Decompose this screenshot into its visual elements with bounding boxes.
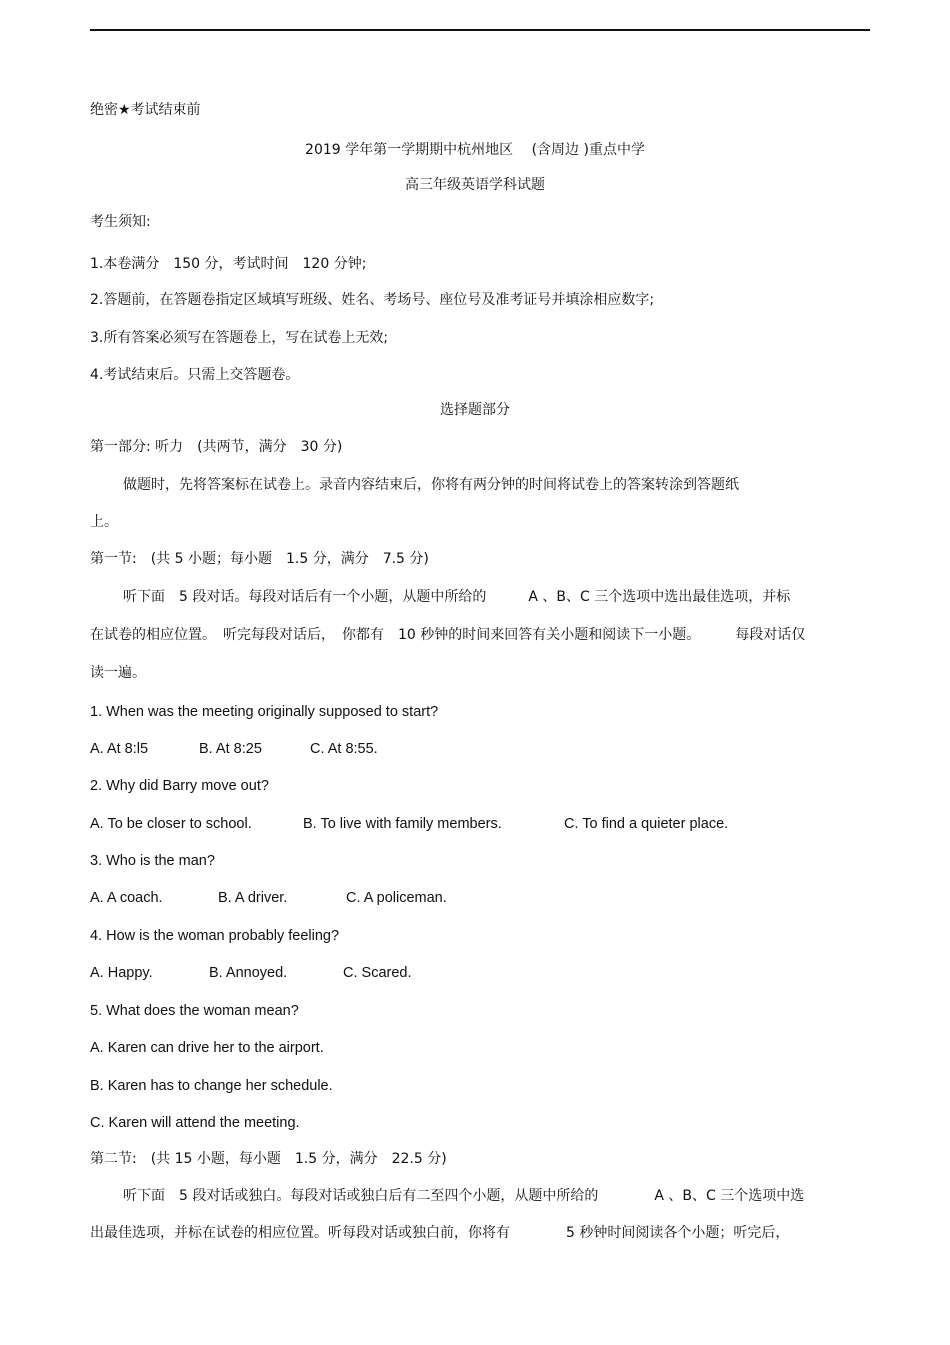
option-c: C. At 8:55. [310,741,378,757]
option-c: C. A policeman. [346,890,447,906]
section1-heading: 第一节: (共 5 小题；每小题 1.5 分，满分 7.5 分) [90,551,429,567]
top-rule [90,29,870,31]
option-b: B. At 8:25 [199,741,262,757]
option-b: B. A driver. [218,890,288,906]
notice-item: 2.答题前，在答题卷指定区域填写班级、姓名、考场号、座位号及准考证号并填涂相应数字; [90,292,655,308]
section1-instruction: 在试卷的相应位置。 听完每段对话后， 你都有 10 秒钟的时间来回答有关小题和阅读下一小题。 每段对话仅 [90,627,806,643]
section1-instruction: 读一遍。 [90,665,146,681]
section2-instruction: 出最佳选项，并标在试卷的相应位置。听每段对话或独白前，你将有 5 秒钟时间阅读各个小题；听完后， [90,1225,790,1241]
part1-instruction: 做题时，先将答案标在试卷上。录音内容结束后，你将有两分钟的时间将试卷上的答案转涂到答题纸 [123,477,739,493]
exam-subtitle: 高三年级英语学科试题 [405,177,545,193]
exam-title: 2019 学年第一学期期中杭州地区 (含周边 )重点中学 [305,142,645,158]
notice-item: 1.本卷满分 150 分，考试时间 120 分钟; [90,256,367,272]
question-text: 2. Why did Barry move out? [90,778,269,794]
question-text: 1. When was the meeting originally supposed to start? [90,704,439,720]
question-text: 4. How is the woman probably feeling? [90,928,340,944]
section1-instruction: 听下面 5 段对话。每段对话后有一个小题，从题中所给的 A 、B、C 三个选项中选出最佳选项，并标 [123,589,791,605]
section2-instruction: 听下面 5 段对话或独白。每段对话或独白后有二至四个小题，从题中所给的 A 、B、C 三个选项中选 [123,1188,805,1204]
question-text: 5. What does the woman mean? [90,1003,299,1019]
option-a: A. To be closer to school. [90,816,252,832]
confidential-label: 绝密★考试结束前 [90,102,201,118]
option-a: A. Karen can drive her to the airport. [90,1040,324,1056]
section-title: 选择题部分 [440,402,510,418]
option-b: B. Annoyed. [209,965,288,981]
notice-item: 4.考试结束后。只需上交答题卷。 [90,367,300,383]
option-a: A. A coach. [90,890,163,906]
question-text: 3. Who is the man? [90,853,215,869]
option-c: C. Scared. [343,965,412,981]
option-b: B. To live with family members. [303,816,502,832]
part1-instruction: 上。 [90,514,118,530]
part1-heading: 第一部分: 听力 (共两节，满分 30 分) [90,439,343,455]
option-a: A. At 8:l5 [90,741,149,757]
option-b: B. Karen has to change her schedule. [90,1078,333,1094]
section2-heading: 第二节: (共 15 小题，每小题 1.5 分，满分 22.5 分) [90,1151,447,1167]
option-c: C. Karen will attend the meeting. [90,1115,300,1131]
notice-item: 3.所有答案必须写在答题卷上，写在试卷上无效; [90,330,389,346]
notice-heading: 考生须知: [90,214,151,230]
option-a: A. Happy. [90,965,153,981]
option-c: C. To find a quieter place. [564,816,729,832]
